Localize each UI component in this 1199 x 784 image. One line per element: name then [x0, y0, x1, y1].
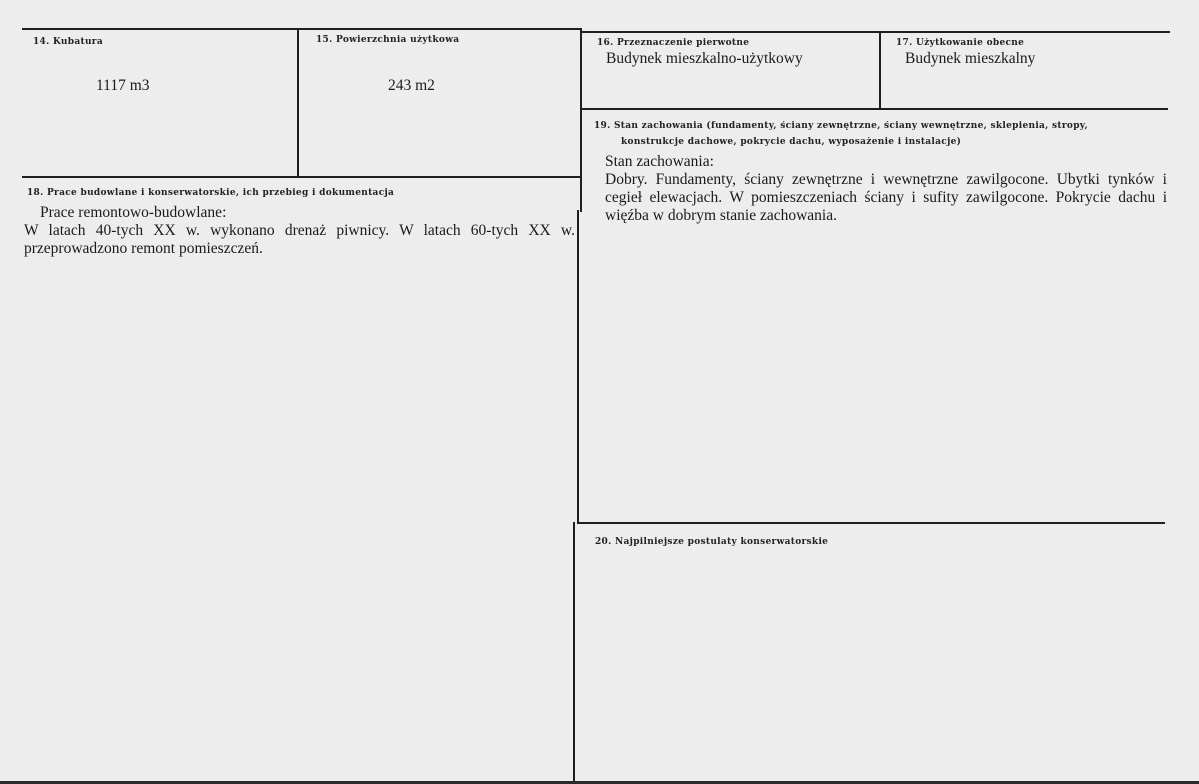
field-19-label-line2: konstrukcje dachowe, pokrycie dachu, wyposażenie i instalacje): [621, 137, 962, 147]
divider-16-17: [879, 31, 881, 109]
divider-row-14-18: [22, 176, 581, 178]
field-17-value: Budynek mieszkalny: [905, 50, 1036, 67]
field-18-label: 18. Prace budowlane i konserwatorskie, ich przebieg i dokumentacja: [27, 188, 395, 198]
field-14-value: 1117 m3: [96, 77, 150, 94]
divider-14-15: [297, 28, 299, 177]
top-border-right: [581, 31, 1170, 33]
field-17-label: 17. Użytkowanie obecne: [896, 38, 1025, 48]
field-20-label: 20. Najpilniejsze postulaty konserwatorskie: [595, 537, 829, 547]
field-19-text: Dobry. Fundamenty, ściany zewnętrzne i wewnętrzne zawilgocone. Ubytki tynków i cegieł elewacjach. W pomieszczeniach ściany i sufity zawilgocone. Pokrycie dachu i więźba w dobrym stanie zachowania.: [605, 171, 1167, 224]
field-18-heading: Prace remontowo-budowlane:: [40, 204, 227, 221]
field-16-value: Budynek mieszkalno-użytkowy: [606, 50, 803, 67]
field-15-label: 15. Powierzchnia użytkowa: [316, 35, 460, 45]
divider-row-16-19: [581, 108, 1168, 110]
divider-row-19-20: [577, 522, 1165, 524]
divider-left-right-lower: [577, 210, 579, 522]
top-border-left: [22, 28, 582, 30]
field-19-content: [605, 153, 1167, 225]
field-18-content: [24, 204, 575, 258]
divider-left-right-bottom: [573, 522, 575, 782]
field-15-value: 243 m2: [388, 77, 435, 94]
field-14-label: 14. Kubatura: [33, 37, 103, 47]
field-19-heading: Stan zachowania:: [605, 153, 714, 170]
field-19-label-line1: 19. Stan zachowania (fundamenty, ściany zewnętrzne, ściany wewnętrzne, sklepienia, stropy,: [594, 121, 1088, 131]
field-16-label: 16. Przeznaczenie pierwotne: [597, 38, 750, 48]
divider-left-right: [580, 30, 582, 212]
field-18-text: W latach 40-tych XX w. wykonano drenaż piwnicy. W latach 60-tych XX w. przeprowadzono remont pomieszczeń.: [24, 222, 575, 257]
